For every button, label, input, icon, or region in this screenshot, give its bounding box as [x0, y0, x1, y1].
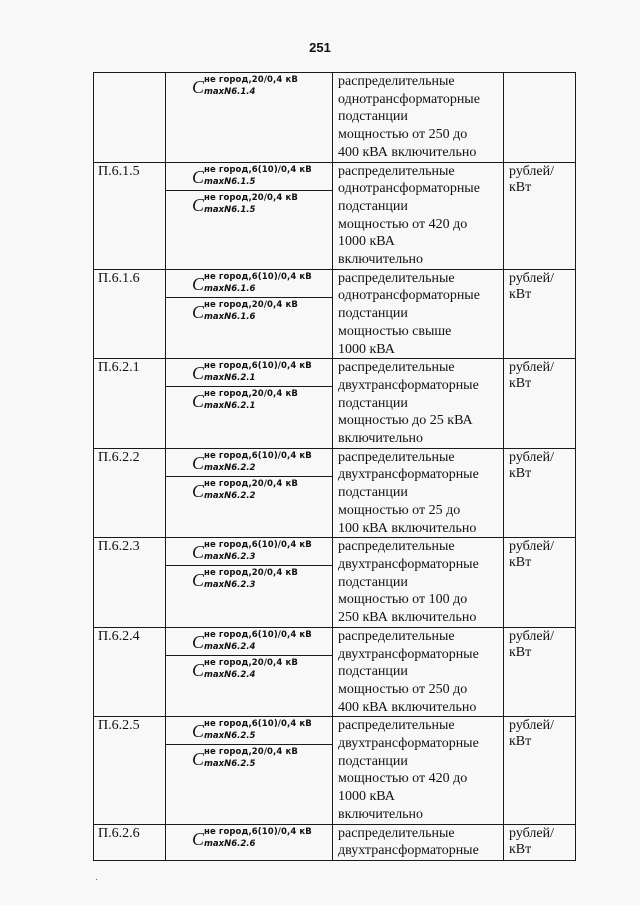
formula-superscript: не город,20/0,4 кВ	[204, 657, 298, 668]
formula-letter: C	[192, 77, 205, 97]
formula-subscript: maxN6.2.5	[204, 759, 256, 770]
description-line: распределительные	[338, 449, 455, 465]
formula-subscript: maxN6.1.4	[204, 87, 256, 97]
formula-superscript: не город,6(10)/0,4 кВ	[204, 629, 312, 640]
formula-letter: C	[192, 542, 205, 563]
tariff-symbol	[166, 298, 332, 326]
description-line: мощностью до 25 кВА	[338, 413, 473, 429]
description-line: подстанции	[338, 109, 408, 125]
description-cell	[333, 538, 504, 628]
table-row	[94, 538, 576, 628]
formula-letter: C	[192, 166, 205, 187]
tariff-symbol	[166, 191, 332, 219]
table-row	[94, 269, 576, 359]
tariff-symbol	[166, 449, 332, 477]
tariff-symbol-cell	[166, 824, 333, 860]
item-code: П.6.2.4	[94, 627, 166, 717]
formula-letter: C	[192, 273, 205, 294]
description-cell	[333, 448, 504, 538]
tariff-symbol	[166, 656, 332, 684]
description-line: подстанции	[338, 395, 408, 411]
formula-letter: C	[192, 363, 205, 384]
tariff-symbol	[166, 387, 332, 415]
description-line: распределительные	[338, 74, 455, 89]
formula-subscript: maxN6.2.3	[204, 552, 256, 563]
formula-letter: C	[192, 828, 205, 849]
tariff-symbol	[166, 538, 332, 566]
description-line: распределительные	[338, 718, 455, 734]
footnote-mark: .	[95, 872, 98, 883]
description-line: распределительные	[338, 163, 455, 179]
description-line: мощностью от 420 до	[338, 216, 468, 232]
page-number: 251	[309, 40, 331, 55]
description-line: 400 кВА включительно	[338, 699, 477, 715]
description-cell	[333, 162, 504, 269]
formula-superscript: не город,6(10)/0,4 кВ	[204, 826, 312, 837]
tariff-symbol	[166, 825, 332, 853]
description-line: включительно	[338, 252, 424, 268]
formula-superscript: не город,20/0,4 кВ	[204, 299, 298, 310]
unit-cell: рублей/кВт	[504, 162, 576, 269]
formula-subscript: maxN6.2.3	[204, 580, 256, 591]
description-line: двухтрансформаторные	[338, 467, 479, 483]
description-line: включительно	[338, 806, 424, 822]
description-line: распределительные	[338, 360, 455, 376]
formula-superscript: не город,6(10)/0,4 кВ	[204, 719, 312, 730]
unit-cell: рублей/кВт	[504, 359, 576, 449]
tariff-symbol	[166, 163, 332, 191]
description-line: двухтрансформаторные	[338, 556, 479, 572]
table-row	[94, 73, 576, 163]
description-line: распределительные	[338, 825, 455, 841]
item-code: П.6.2.6	[94, 824, 166, 860]
description-line: распределительные	[338, 270, 455, 286]
description-line: подстанции	[338, 306, 408, 322]
formula-subscript: maxN6.2.5	[204, 731, 256, 742]
description-line: подстанции	[338, 664, 408, 680]
unit-cell	[504, 73, 576, 163]
description-line: двухтрансформаторные	[338, 843, 479, 859]
formula-subscript: maxN6.1.5	[204, 204, 256, 215]
description-cell	[333, 627, 504, 717]
table-row	[94, 359, 576, 449]
description-line: 1000 кВА	[338, 234, 395, 250]
table-row	[94, 717, 576, 824]
formula-superscript: не город,6(10)/0,4 кВ	[204, 450, 312, 461]
formula-superscript: не город,6(10)/0,4 кВ	[204, 361, 312, 372]
tariff-symbol	[166, 717, 332, 745]
description-cell	[333, 269, 504, 359]
formula-letter: C	[192, 391, 205, 412]
formula-subscript: maxN6.2.1	[204, 373, 256, 384]
tariff-table	[93, 72, 576, 861]
tariff-symbol	[166, 628, 332, 656]
formula-letter: C	[192, 631, 205, 652]
formula-letter: C	[192, 749, 205, 770]
item-code: П.6.1.5	[94, 162, 166, 269]
table-row	[94, 162, 576, 269]
formula-subscript: maxN6.2.4	[204, 669, 256, 680]
description-line: 400 кВА включительно	[338, 144, 477, 160]
description-line: подстанции	[338, 198, 408, 214]
description-cell	[333, 824, 504, 860]
tariff-symbol-cell	[166, 627, 333, 717]
formula-superscript: не город,20/0,4 кВ	[204, 478, 298, 489]
formula-superscript: не город,20/0,4 кВ	[204, 75, 298, 85]
formula-subscript: maxN6.2.2	[204, 490, 256, 501]
formula-subscript: maxN6.1.6	[204, 283, 256, 294]
unit-cell: рублей/кВт	[504, 448, 576, 538]
formula-letter: C	[192, 570, 205, 591]
item-code: П.6.2.3	[94, 538, 166, 628]
formula-superscript: не город,6(10)/0,4 кВ	[204, 271, 312, 282]
formula-letter: C	[192, 480, 205, 501]
description-line: двухтрансформаторные	[338, 736, 479, 752]
tariff-symbol-cell	[166, 269, 333, 359]
tariff-symbol-cell	[166, 359, 333, 449]
tariff-symbol	[166, 73, 332, 101]
formula-letter: C	[192, 301, 205, 322]
unit-cell: рублей/кВт	[504, 269, 576, 359]
formula-letter: C	[192, 721, 205, 742]
formula-letter: C	[192, 194, 205, 215]
description-line: распределительные	[338, 539, 455, 555]
description-line: включительно	[338, 431, 424, 447]
table-row	[94, 627, 576, 717]
description-line: 250 кВА включительно	[338, 610, 477, 626]
item-code: П.6.2.2	[94, 448, 166, 538]
formula-letter: C	[192, 659, 205, 680]
unit-cell: рублей/кВт	[504, 824, 576, 860]
tariff-symbol-cell	[166, 538, 333, 628]
tariff-symbol	[166, 566, 332, 594]
description-line: однотрансформаторные	[338, 181, 480, 197]
item-code: П.6.2.5	[94, 717, 166, 824]
tariff-symbol	[166, 270, 332, 298]
formula-subscript: maxN6.1.6	[204, 311, 256, 322]
description-line: мощностью от 100 до	[338, 592, 468, 608]
formula-superscript: не город,20/0,4 кВ	[204, 389, 298, 400]
tariff-symbol-cell	[166, 717, 333, 824]
description-line: мощностью от 25 до	[338, 502, 461, 518]
description-line: однотрансформаторные	[338, 288, 480, 304]
item-code	[94, 73, 166, 163]
formula-subscript: maxN6.2.2	[204, 462, 256, 473]
description-line: подстанции	[338, 574, 408, 590]
formula-superscript: не город,20/0,4 кВ	[204, 568, 298, 579]
formula-subscript: maxN6.2.6	[204, 838, 256, 849]
description-cell	[333, 73, 504, 163]
formula-subscript: maxN6.2.1	[204, 401, 256, 412]
item-code: П.6.2.1	[94, 359, 166, 449]
formula-subscript: maxN6.2.4	[204, 641, 256, 652]
tariff-symbol	[166, 359, 332, 387]
formula-superscript: не город,20/0,4 кВ	[204, 747, 298, 758]
description-line: однотрансформаторные	[338, 91, 480, 107]
description-line: 1000 кВА	[338, 341, 395, 357]
description-line: мощностью от 250 до	[338, 681, 468, 697]
formula-subscript: maxN6.1.5	[204, 176, 256, 187]
description-line: подстанции	[338, 753, 408, 769]
description-line: распределительные	[338, 628, 455, 644]
description-line: мощностью свыше	[338, 323, 452, 339]
formula-superscript: не город,20/0,4 кВ	[204, 192, 298, 203]
formula-superscript: не город,6(10)/0,4 кВ	[204, 164, 312, 175]
item-code: П.6.1.6	[94, 269, 166, 359]
table-row	[94, 824, 576, 860]
formula-superscript: не город,6(10)/0,4 кВ	[204, 540, 312, 551]
tariff-symbol-cell	[166, 162, 333, 269]
description-line: мощностью от 420 до	[338, 771, 468, 787]
tariff-symbol	[166, 477, 332, 505]
unit-cell: рублей/кВт	[504, 538, 576, 628]
description-line: 1000 кВА	[338, 789, 395, 805]
description-line: двухтрансформаторные	[338, 646, 479, 662]
description-cell	[333, 717, 504, 824]
table-row	[94, 448, 576, 538]
unit-cell: рублей/кВт	[504, 627, 576, 717]
tariff-symbol-cell	[166, 73, 333, 163]
description-line: мощностью от 250 до	[338, 127, 468, 143]
tariff-symbol	[166, 745, 332, 773]
formula-letter: C	[192, 452, 205, 473]
description-line: 100 кВА включительно	[338, 520, 477, 536]
tariff-symbol-cell	[166, 448, 333, 538]
unit-cell: рублей/кВт	[504, 717, 576, 824]
description-cell	[333, 359, 504, 449]
description-line: подстанции	[338, 485, 408, 501]
description-line: двухтрансформаторные	[338, 377, 479, 393]
